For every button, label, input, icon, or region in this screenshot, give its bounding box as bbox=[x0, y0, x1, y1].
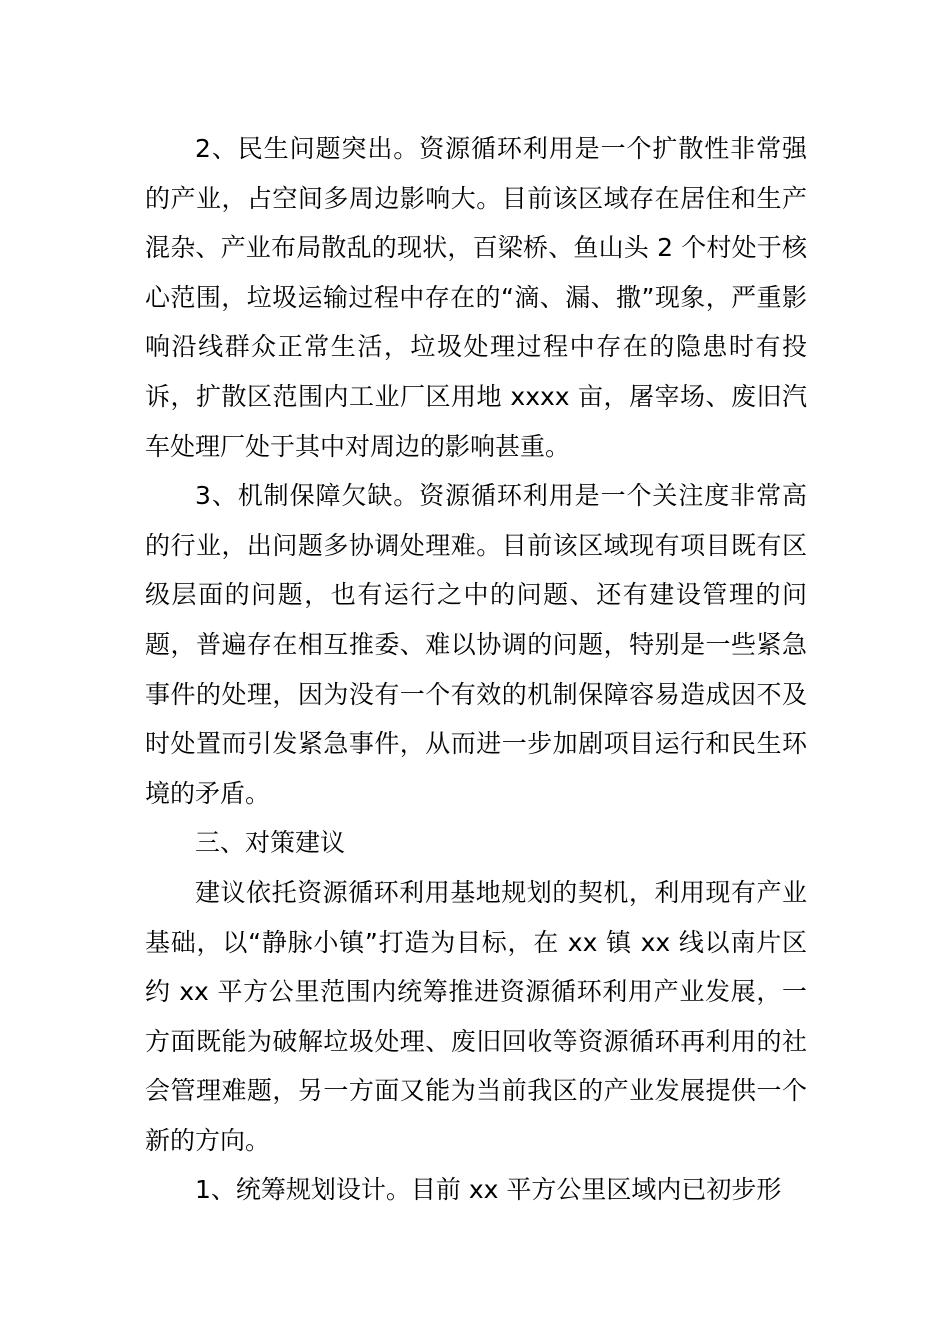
paragraph-suggestion: 建议依托资源循环利用基地规划的契机，利用现有产业基础，以“静脉小镇”打造为目标，在 xx 镇 xx 线以南片区约 xx 平方公里范围内统筹推进资源循环利用产业发展，一方面既能为破解垃圾处理、废旧回收等资源循环再利用的社会管理难题，另一方面又能为当前我区的产业发展提供一个新的方向。 bbox=[145, 877, 807, 1155]
paragraph-overall-planning: 1、统筹规划设计。目前 xx 平方公里区域内已初步形 bbox=[195, 1175, 782, 1205]
section-heading-countermeasures: 三、对策建议 bbox=[195, 828, 346, 858]
paragraph-livelihood-issues: 2、民生问题突出。资源循环利用是一个扩散性非常强的产业，占空间多周边影响大。目前该区域存在居住和生产混杂、产业布局散乱的现状，百梁桥、鱼山头 2 个村处于核心范围，垃圾运输过程中存在的“滴、漏、撒”现象，严重影响沿线群众正常生活，垃圾处理过程中存在的隐患时有投诉，扩散区范围内工业厂区用地 xxxx 亩，屠宰场、废旧汽车处理厂处于其中对周边的影响甚重。 bbox=[145, 134, 807, 461]
paragraph-mechanism-lacking: 3、机制保障欠缺。资源循环利用是一个关注度非常高的行业，出问题多协调处理难。目前该区域现有项目既有区级层面的问题，也有运行之中的问题、还有建设管理的问题，普遍存在相互推委、难以协调的问题，特别是一些紧急事件的处理，因为没有一个有效的机制保障容易造成因不及时处置而引发紧急事件，从而进一步加剧项目运行和民生环境的矛盾。 bbox=[145, 481, 807, 808]
document-body bbox=[145, 124, 807, 1215]
